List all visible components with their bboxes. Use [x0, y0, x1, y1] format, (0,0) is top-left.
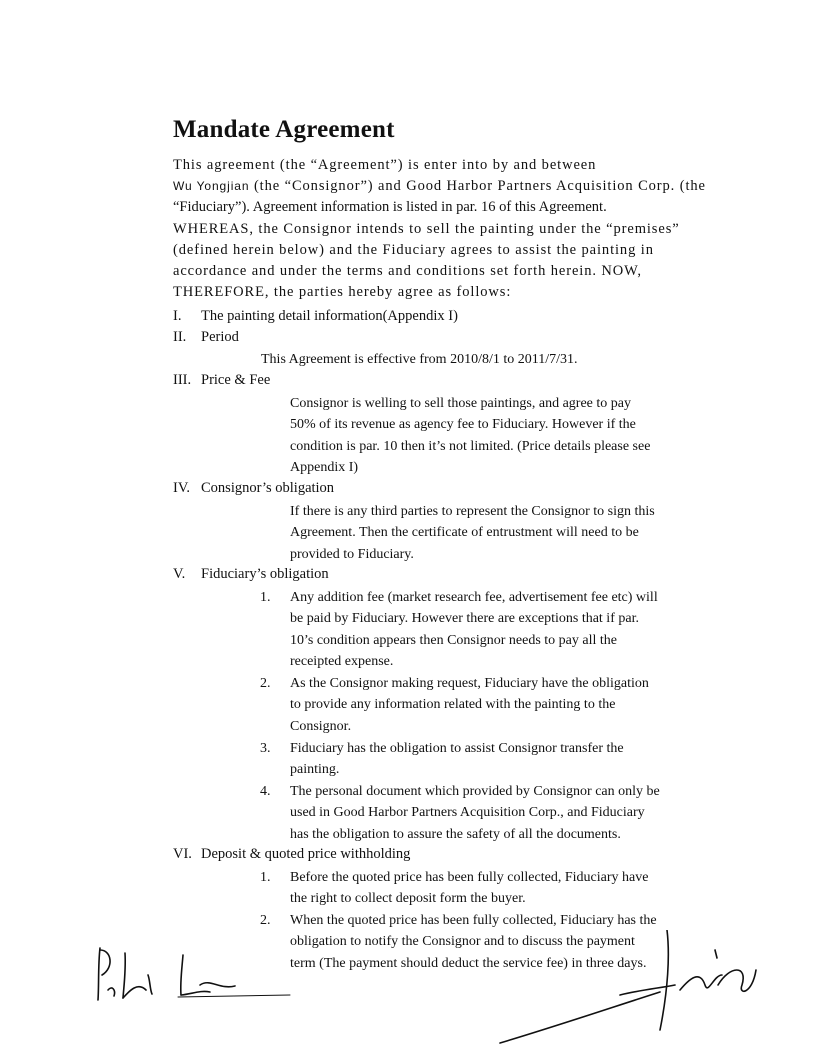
paragraph-line: provided to Fiduciary. [290, 546, 414, 562]
section-title: The painting detail information(Appendix I) [201, 308, 458, 324]
price-fee-paragraph [290, 393, 650, 478]
item-line: used in Good Harbor Partners Acquisition Corp., and Fiduciary [290, 805, 645, 821]
paragraph-line: Consignor is welling to sell those paintings, and agree to pay [290, 396, 632, 411]
item-line: be paid by Fiduciary. However there are exceptions that if par. [290, 611, 639, 627]
intro-line: (the “Consignor”) and Good Harbor Partners Acquisition Corp. (the [253, 178, 706, 195]
paragraph-line: condition is par. 10 then it’s not limited. (Price details please see [290, 438, 651, 454]
item-number: 1. [260, 870, 271, 885]
section-number: V. [173, 566, 186, 582]
left-signature-line [178, 995, 290, 997]
right-signature [500, 930, 756, 1043]
section-number: II. [173, 329, 187, 345]
section-heading-1 [173, 308, 458, 325]
intro-line: (defined herein below) and the Fiduciary agrees to assist the painting in [173, 241, 654, 258]
section-heading-4 [173, 480, 334, 497]
item-line: painting. [290, 762, 340, 778]
intro-line: THEREFORE, the parties hereby agree as follows: [173, 284, 512, 301]
document-title: Mandate Agreement [173, 116, 395, 143]
section-number: III. [173, 372, 192, 388]
section-heading-3 [173, 372, 270, 389]
paragraph-line: Appendix I) [290, 459, 359, 475]
left-signature-initials [98, 948, 235, 1000]
paragraph-line: 50% of its revenue as agency fee to Fiduciary. However if the [290, 417, 636, 433]
period-line: This Agreement is effective from 2010/8/1 to 2011/7/31. [261, 352, 578, 367]
paragraph-line: If there is any third parties to represent the Consignor to sign this [290, 504, 655, 519]
period-text [261, 349, 578, 370]
item-line: Fiduciary has the obligation to assist Consignor transfer the [290, 741, 624, 756]
item-number: 2. [260, 913, 271, 928]
section-heading-5 [173, 566, 329, 583]
item-line: Before the quoted price has been fully collected, Fiduciary have [290, 870, 649, 885]
section-title: Consignor’s obligation [201, 480, 335, 496]
item-line: receipted expense. [290, 653, 394, 669]
item-number: 2. [260, 676, 271, 691]
intro-line: “Fiduciary”). Agreement information is listed in par. 16 of this Agreement. [173, 199, 607, 216]
paragraph-line: Agreement. Then the certificate of entrustment will need to be [290, 525, 639, 541]
consignor-name: Wu Yongjian [173, 179, 250, 194]
item-line: The personal document which provided by Consignor can only be [290, 784, 660, 799]
section-title: Period [201, 329, 239, 345]
item-line: When the quoted price has been fully collected, Fiduciary has the [290, 913, 657, 928]
section-title: Fiduciary’s obligation [201, 566, 329, 582]
section-heading-2 [173, 329, 239, 346]
section-title: Deposit & quoted price withholding [201, 846, 411, 862]
section-number: VI. [173, 846, 192, 862]
intro-line: This agreement (the “Agreement”) is enter into by and between [173, 157, 597, 173]
item-line: 10’s condition appears then Consignor needs to pay all the [290, 632, 617, 648]
item-line: obligation to notify the Consignor and to discuss the payment [290, 934, 635, 950]
intro-paragraph [173, 155, 706, 303]
item-line: Consignor. [290, 718, 352, 734]
item-line: term (The payment should deduct the service fee) in three days. [290, 955, 647, 971]
item-line: Any addition fee (market research fee, advertisement fee etc) will [290, 590, 658, 605]
section-number: I. [173, 308, 182, 324]
item-number: 3. [260, 741, 271, 756]
intro-line-with-name [173, 176, 706, 197]
item-line: to provide any information related with the painting to the [290, 697, 616, 713]
consignor-obligation-paragraph [290, 501, 655, 565]
item-line: As the Consignor making request, Fiduciary have the obligation [290, 676, 649, 691]
signatures-area [0, 930, 816, 1056]
item-line: the right to collect deposit form the buyer. [290, 891, 526, 907]
section-title: Price & Fee [201, 372, 271, 388]
item-number: 4. [260, 784, 271, 799]
section-heading-6 [173, 846, 410, 863]
item-line: has the obligation to assure the safety of all the documents. [290, 826, 621, 842]
item-number: 1. [260, 590, 271, 605]
section-number: IV. [173, 480, 191, 496]
intro-line: accordance and under the terms and conditions set forth herein. NOW, [173, 263, 642, 280]
intro-line: WHEREAS, the Consignor intends to sell the painting under the “premises” [173, 220, 680, 237]
